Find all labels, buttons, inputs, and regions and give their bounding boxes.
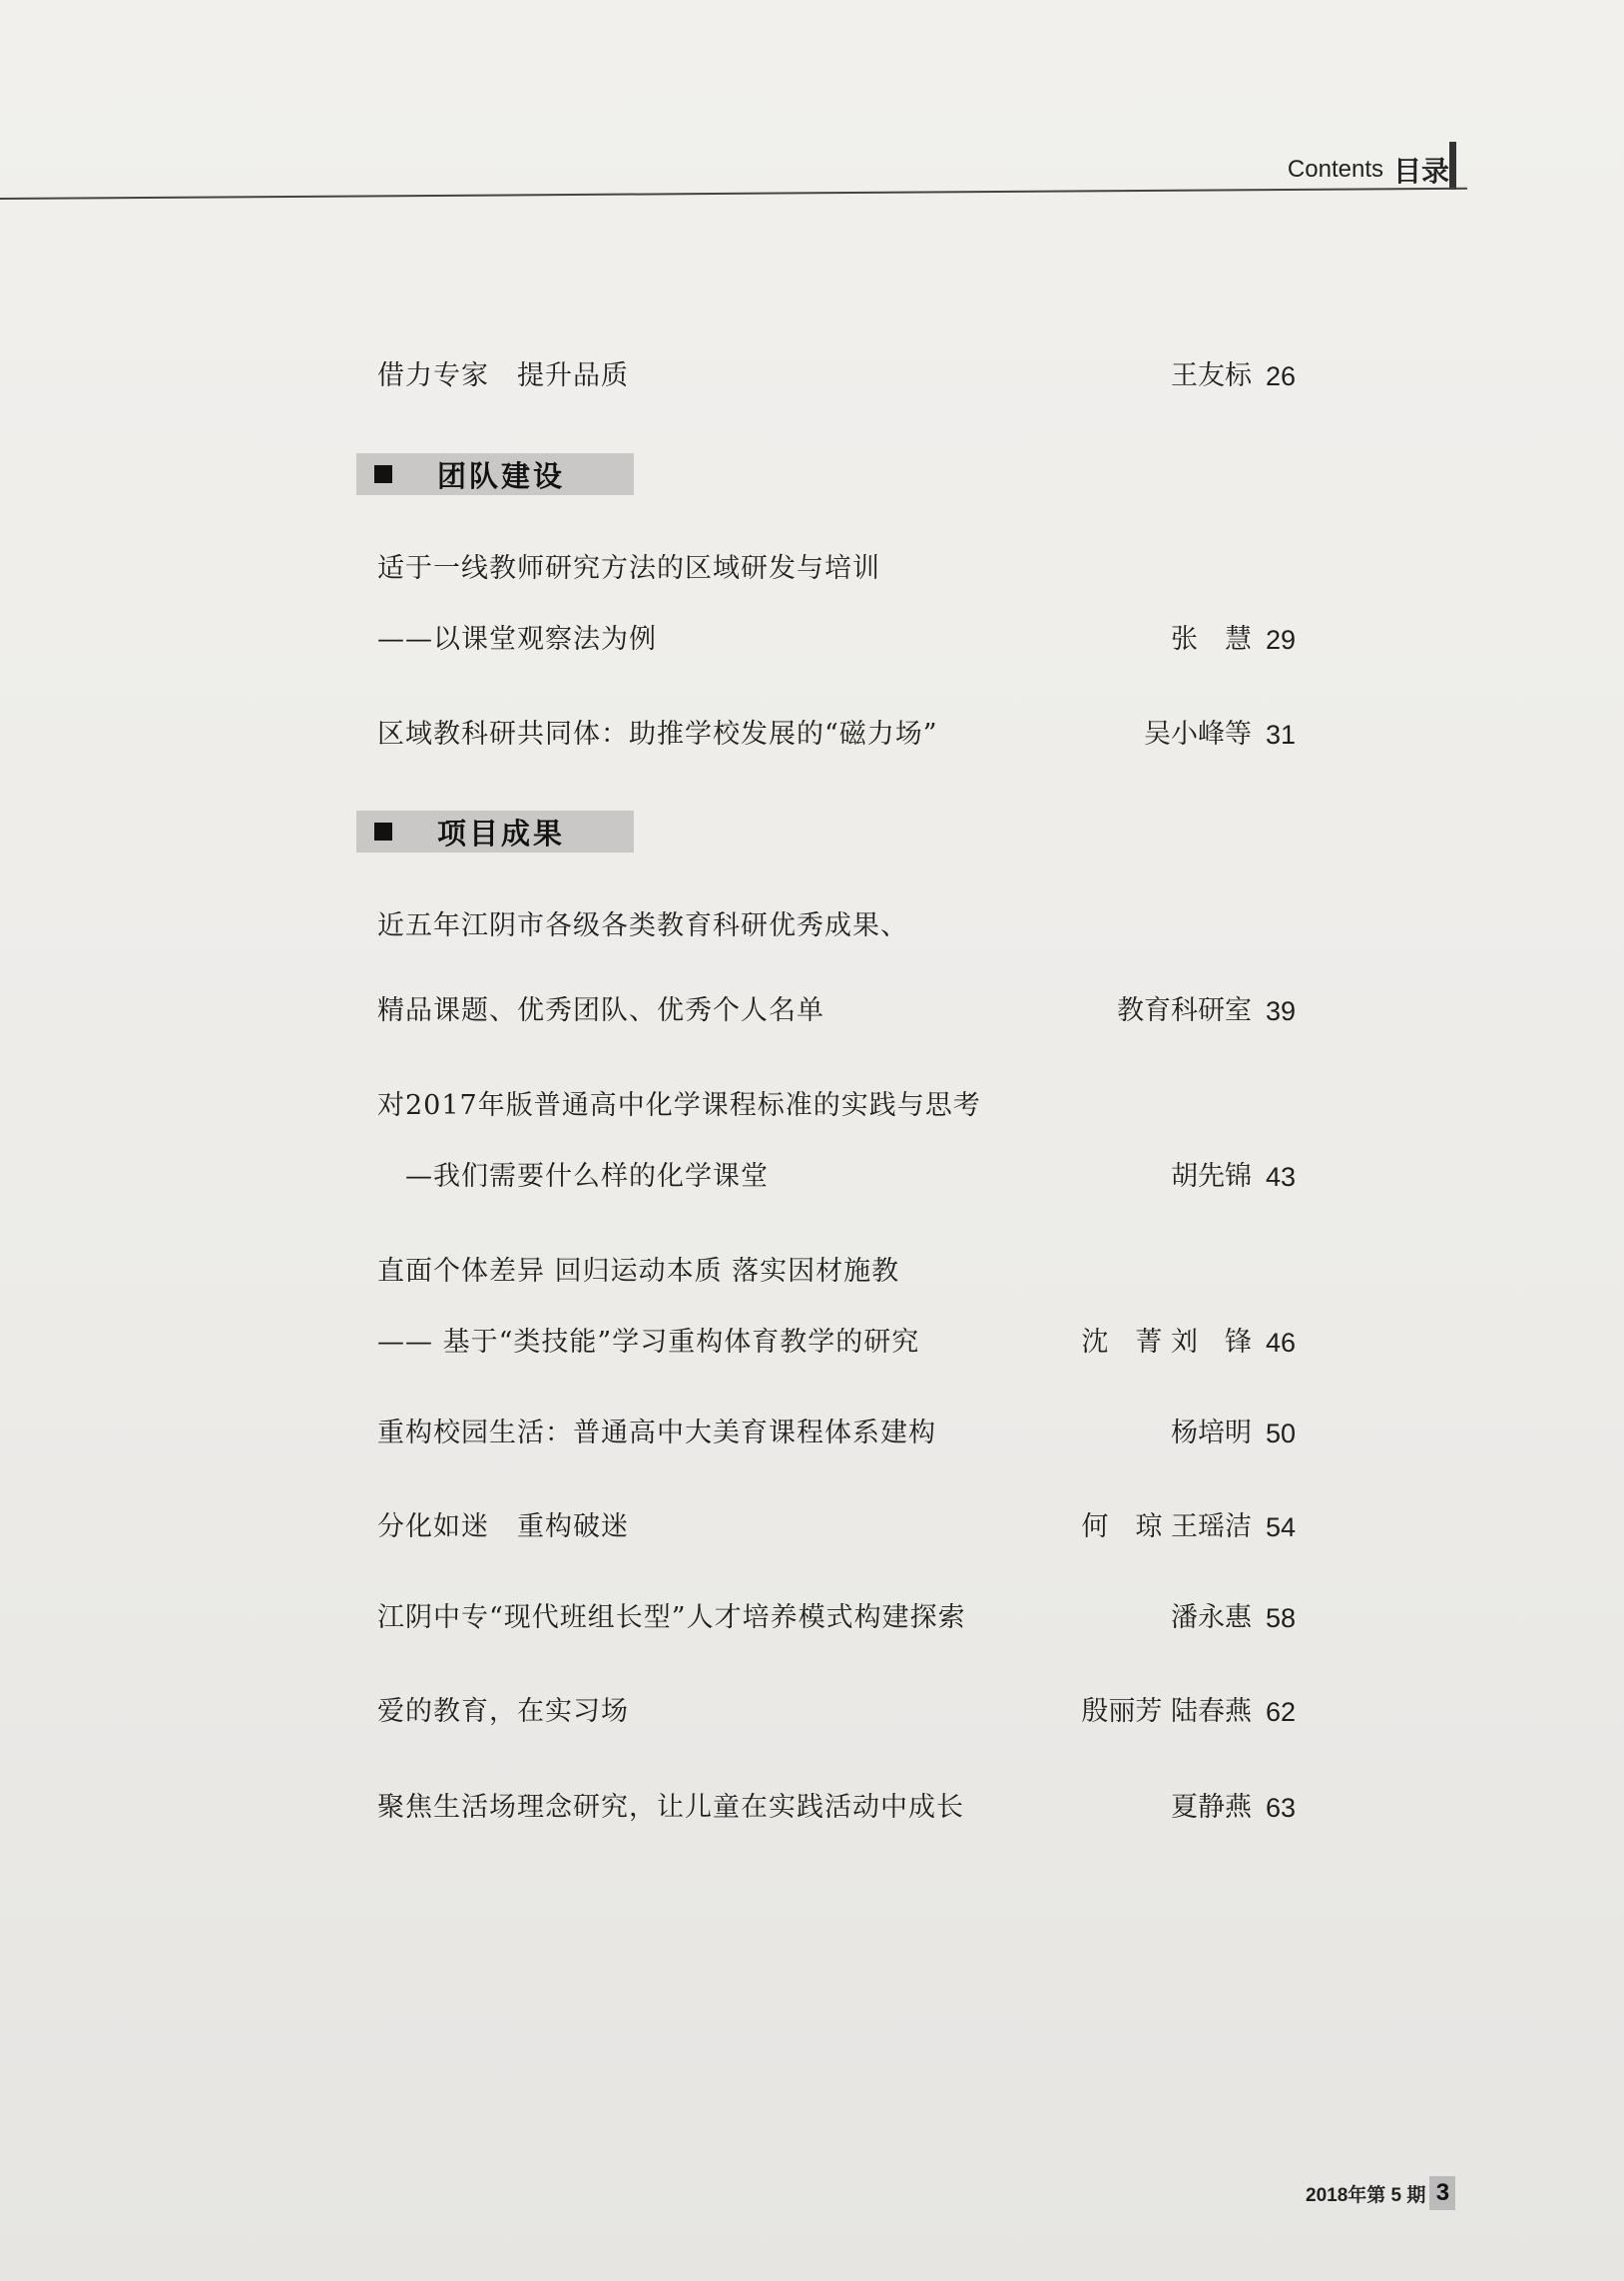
entry-page: 39 <box>1265 996 1296 1026</box>
section-team-building <box>356 453 634 495</box>
header-bar <box>1449 142 1456 190</box>
section-label: 团队建设 <box>437 458 566 493</box>
entry-title: 爱的教育，在实习场 <box>377 1696 629 1727</box>
entry-title: 对2017年版普通高中化学课程标准的实践与思考 <box>377 1090 981 1121</box>
entry-page: 29 <box>1265 625 1296 655</box>
entry-meta <box>1117 986 1296 1036</box>
toc-entry[interactable] <box>377 1247 1296 1297</box>
entry-title: 区域教科研共同体：助推学校发展的“磁力场” <box>377 719 938 750</box>
toc-entry[interactable] <box>377 1152 1296 1202</box>
entry-title: 直面个体差异 回归运动本质 落实因材施教 <box>377 1256 900 1287</box>
page-header <box>1288 150 1449 190</box>
entry-page: 62 <box>1265 1697 1296 1727</box>
section-square-icon <box>374 465 392 483</box>
entry-author: 潘永惠 <box>1170 1602 1252 1633</box>
toc-entry[interactable] <box>377 1593 1296 1643</box>
toc-entry[interactable] <box>377 1783 1296 1833</box>
entry-author: 杨培明 <box>1170 1418 1252 1448</box>
entry-meta <box>1081 1502 1296 1552</box>
entry-title: 江阴中专“现代班组长型”人才培养模式构建探索 <box>377 1602 966 1633</box>
header-divider <box>0 188 1467 200</box>
entry-meta <box>1171 1152 1296 1202</box>
entry-author: 殷丽芳 陆春燕 <box>1081 1696 1252 1727</box>
toc-entry[interactable] <box>377 615 1296 665</box>
toc-entry[interactable] <box>377 1409 1296 1458</box>
entry-title: 精品课题、优秀团队、优秀个人名单 <box>377 995 824 1026</box>
entry-subtitle: ——以课堂观察法为例 <box>377 624 657 655</box>
header-contents-en: Contents <box>1287 156 1383 183</box>
entry-subtitle: —我们需要什么样的化学课堂 <box>405 1161 769 1192</box>
entry-title: 近五年江阴市各级各类教育科研优秀成果、 <box>377 910 908 941</box>
toc-entry[interactable] <box>377 1502 1296 1552</box>
entry-author: 教育科研室 <box>1116 995 1252 1026</box>
entry-meta <box>1171 1783 1296 1833</box>
toc-entry[interactable] <box>377 351 1296 401</box>
entry-author: 张 慧 <box>1170 624 1252 655</box>
section-square-icon <box>374 823 392 841</box>
toc-entry[interactable] <box>377 710 1296 760</box>
entry-author: 胡先锦 <box>1170 1161 1252 1192</box>
toc-entry[interactable] <box>377 1318 1296 1368</box>
entry-meta <box>1171 615 1296 665</box>
entry-page: 26 <box>1265 361 1296 391</box>
entry-page: 46 <box>1265 1328 1296 1358</box>
section-label: 项目成果 <box>437 816 566 851</box>
entry-title: 分化如迷 重构破迷 <box>377 1511 629 1542</box>
toc-entry[interactable] <box>377 544 1296 594</box>
entry-page: 31 <box>1265 720 1296 750</box>
entry-meta <box>1081 1687 1296 1737</box>
page-number: 3 <box>1429 2176 1455 2210</box>
section-project-results <box>356 811 634 853</box>
entry-page: 43 <box>1265 1162 1296 1192</box>
entry-author: 王友标 <box>1170 360 1252 391</box>
entry-meta <box>1171 1409 1296 1458</box>
entry-title: 适于一线教师研究方法的区域研发与培训 <box>377 553 880 584</box>
toc-entry[interactable] <box>377 1687 1296 1737</box>
entry-author: 何 琼 王瑶洁 <box>1081 1511 1252 1542</box>
entry-page: 63 <box>1265 1793 1296 1823</box>
entry-author: 沈 菁 刘 锋 <box>1081 1327 1252 1358</box>
issue-label: 2018年第 5 期 <box>1306 2184 1426 2206</box>
entry-title: 借力专家 提升品质 <box>377 360 629 391</box>
entry-title: 聚焦生活场理念研究，让儿童在实践活动中成长 <box>377 1792 964 1823</box>
entry-meta <box>1081 1318 1296 1368</box>
entry-page: 58 <box>1265 1603 1296 1633</box>
entry-title: 重构校园生活：普通高中大美育课程体系建构 <box>377 1418 936 1448</box>
entry-meta <box>1171 351 1296 401</box>
entry-page: 54 <box>1265 1512 1296 1542</box>
toc-entry[interactable] <box>377 986 1296 1036</box>
entry-meta <box>1144 710 1296 760</box>
header-contents-zh: 目录 <box>1392 155 1449 188</box>
entry-page: 50 <box>1265 1419 1296 1448</box>
toc-entry[interactable] <box>377 1081 1296 1131</box>
page-footer <box>1306 2176 1455 2210</box>
entry-author: 吴小峰等 <box>1143 719 1252 750</box>
entry-subtitle: —— 基于“类技能”学习重构体育教学的研究 <box>377 1327 920 1358</box>
entry-author: 夏静燕 <box>1170 1792 1252 1823</box>
entry-meta <box>1171 1593 1296 1643</box>
toc-entry[interactable] <box>377 901 1296 951</box>
